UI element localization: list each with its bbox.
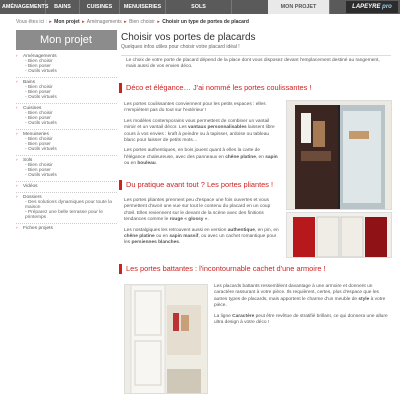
paragraph: Les modèles contemporains vous permettent de combiner un vantail miroir et un vantail décor. Les vantaux personnalisables laissent libre cours à vos envies : kraft à peindre ou à tapisser, ardoise ou tableau blanc pour laisser de petits mots…: [124, 118, 275, 144]
sidebar-item-fiches-projets[interactable]: › Fiches projets: [16, 226, 53, 231]
section-heading: Déco et élégance… J'ai nommé les portes coulissantes !: [126, 83, 312, 92]
main-content: [121, 30, 391, 56]
tab-amenagements[interactable]: AMÉNAGEMENTS: [2, 0, 46, 14]
sidebar-subitem[interactable]: - Bien choisir: [25, 137, 53, 142]
arrow-icon: ›: [16, 132, 18, 137]
sidebar-subitem[interactable]: - Bien poser: [25, 168, 51, 173]
sidebar-subitem[interactable]: - Bien choisir: [25, 85, 53, 90]
paragraph: Les portes pliantes prennent peu d'espace une fois ouvertes et vous permettent d'avoir une vue sur tout le contenu du placard en un coup d'œil. Elles reviennent sur le devant de la scène avec des finitions tendances comme le rouge « glossy ».: [124, 198, 271, 223]
tab-bains[interactable]: BAINS: [46, 0, 80, 14]
tab-menuiseries[interactable]: MENUISERIES: [120, 0, 166, 14]
page-subtitle: Quelques infos utiles pour choisir votre placard idéal !: [121, 44, 240, 50]
page-title: Choisir vos portes de placards: [121, 32, 256, 43]
breadcrumb-mon-projet[interactable]: Mon projet: [54, 19, 80, 25]
brand-name: LAPEYRE: [352, 4, 381, 10]
paragraph: Les portes authentiques, en bois jouent quant à elles la carte de l'élégance chaleureuse, avec des panneaux en chêne platine, en sapin ou en bouleau.: [124, 148, 278, 167]
sidebar-item-bains[interactable]: › Bains: [16, 80, 35, 85]
section-marker: [119, 83, 122, 93]
arrow-icon: ›: [16, 158, 18, 163]
divider: [16, 77, 117, 78]
sidebar-subitem[interactable]: - Bien poser: [25, 116, 51, 121]
section-body: [124, 102, 280, 168]
sidebar-subitem[interactable]: - Des solutions dynamiques pour toute la maison: [25, 200, 112, 210]
divider: [16, 129, 117, 130]
hinged-door-photo: [124, 284, 208, 394]
tab-sols[interactable]: SOLS: [166, 0, 232, 14]
section-heading: Du pratique avant tout ? Les portes pliantes !: [126, 180, 274, 189]
divider: [16, 192, 117, 193]
sidebar: [16, 30, 117, 231]
tab-cuisines[interactable]: CUISINES: [80, 0, 120, 14]
breadcrumb-prefix: Vous êtes ici :: [16, 19, 47, 25]
divider: [16, 155, 117, 156]
chevron-right-icon: ▸: [49, 19, 52, 25]
folding-door-photo: [286, 212, 392, 258]
breadcrumb: [16, 19, 249, 25]
sidebar-subitem[interactable]: - Bien poser: [25, 90, 51, 95]
brand-suffix: pro: [382, 4, 392, 10]
sidebar-subitem[interactable]: - Outils virtuels: [25, 147, 57, 152]
divider: [121, 55, 391, 56]
section-body: [124, 198, 280, 247]
section-marker: [119, 180, 122, 190]
sidebar-item-menuiseries[interactable]: › Menuiseries: [16, 132, 49, 137]
sidebar-subitem[interactable]: - Outils virtuels: [25, 121, 57, 126]
arrow-icon: ›: [16, 195, 18, 200]
breadcrumb-current: Choisir un type de portes de placard: [162, 19, 249, 25]
sidebar-item-cuisines[interactable]: › Cuisines: [16, 106, 42, 111]
sidebar-subitem[interactable]: - Bien choisir: [25, 111, 53, 116]
top-navigation: [0, 0, 400, 14]
section-body: [214, 284, 390, 326]
arrow-icon: ›: [16, 54, 18, 59]
sidebar-subitem[interactable]: - Outils virtuels: [25, 95, 57, 100]
sidebar-subitem[interactable]: - Bien poser: [25, 64, 51, 69]
arrow-icon: ›: [16, 106, 18, 111]
chevron-right-icon: ▸: [82, 19, 85, 25]
paragraph: Les placards battants ressemblent davantage à une armoire et donnent un caractère rassurant à votre pièce. Ils requièrent, certes, plus d'espace que les autres types de placards, mais apportent le charme d'un meuble de style à votre pièce.: [214, 284, 386, 309]
sidebar-item-sols[interactable]: › Sols: [16, 158, 33, 163]
sidebar-subitem[interactable]: - Outils virtuels: [25, 69, 57, 74]
tab-mon-projet[interactable]: MON PROJET: [268, 0, 330, 14]
chevron-right-icon: ▸: [157, 19, 160, 25]
chevron-right-icon: ▸: [124, 19, 127, 25]
sidebar-menu: [16, 53, 117, 231]
divider: [16, 181, 117, 182]
divider: [16, 103, 117, 104]
arrow-icon: ›: [16, 226, 18, 231]
sidebar-subitem[interactable]: - Bien choisir: [25, 59, 53, 64]
sidebar-item-videos[interactable]: › Vidéos: [16, 184, 38, 189]
paragraph: Les portes coulissantes conviennent pour les petits espaces : elles n'empiètent pas du tout sur l'extérieur !: [124, 102, 266, 114]
paragraph: Les nostalgiques les retrouvent aussi en version authentique, en pin, en chêne platine ou en sapin massif, ou avec un cachet romantique pour les persiennes blanches.: [124, 227, 279, 246]
paragraph: La ligne Caractère peut être revêtue de stratifié brillant, ce qui donnera une allure ultra design à votre déco !: [214, 313, 388, 326]
arrow-icon: ›: [16, 184, 18, 189]
section-marker: [119, 264, 122, 274]
arrow-icon: ›: [16, 80, 18, 85]
breadcrumb-bien-choisir[interactable]: Bien choisir: [129, 19, 155, 25]
sidebar-item-dossiers[interactable]: › Dossiers: [16, 195, 42, 200]
intro-text: Le choix de votre porte de placard dépend de la place dont vous disposez devant l'emplacement destiné au rangement, mais aussi de vos envies déco.: [126, 58, 380, 70]
sidebar-subitem[interactable]: - Préparez une belle terrasse pour le printemps: [25, 210, 103, 220]
sidebar-item-amenagements[interactable]: › Aménagements: [16, 54, 57, 59]
sidebar-title: Mon projet: [16, 30, 117, 50]
divider: [16, 223, 117, 224]
sliding-door-photo: [286, 100, 392, 210]
sidebar-subitem[interactable]: - Bien choisir: [25, 163, 53, 168]
section-heading: Les portes battantes : l'incontournable cachet d'une armoire !: [126, 264, 326, 273]
sidebar-subitem[interactable]: - Bien poser: [25, 142, 51, 147]
brand-logo[interactable]: [346, 1, 398, 13]
breadcrumb-amenagements[interactable]: Aménagements: [86, 19, 122, 25]
sidebar-subitem[interactable]: - Outils virtuels: [25, 173, 57, 178]
